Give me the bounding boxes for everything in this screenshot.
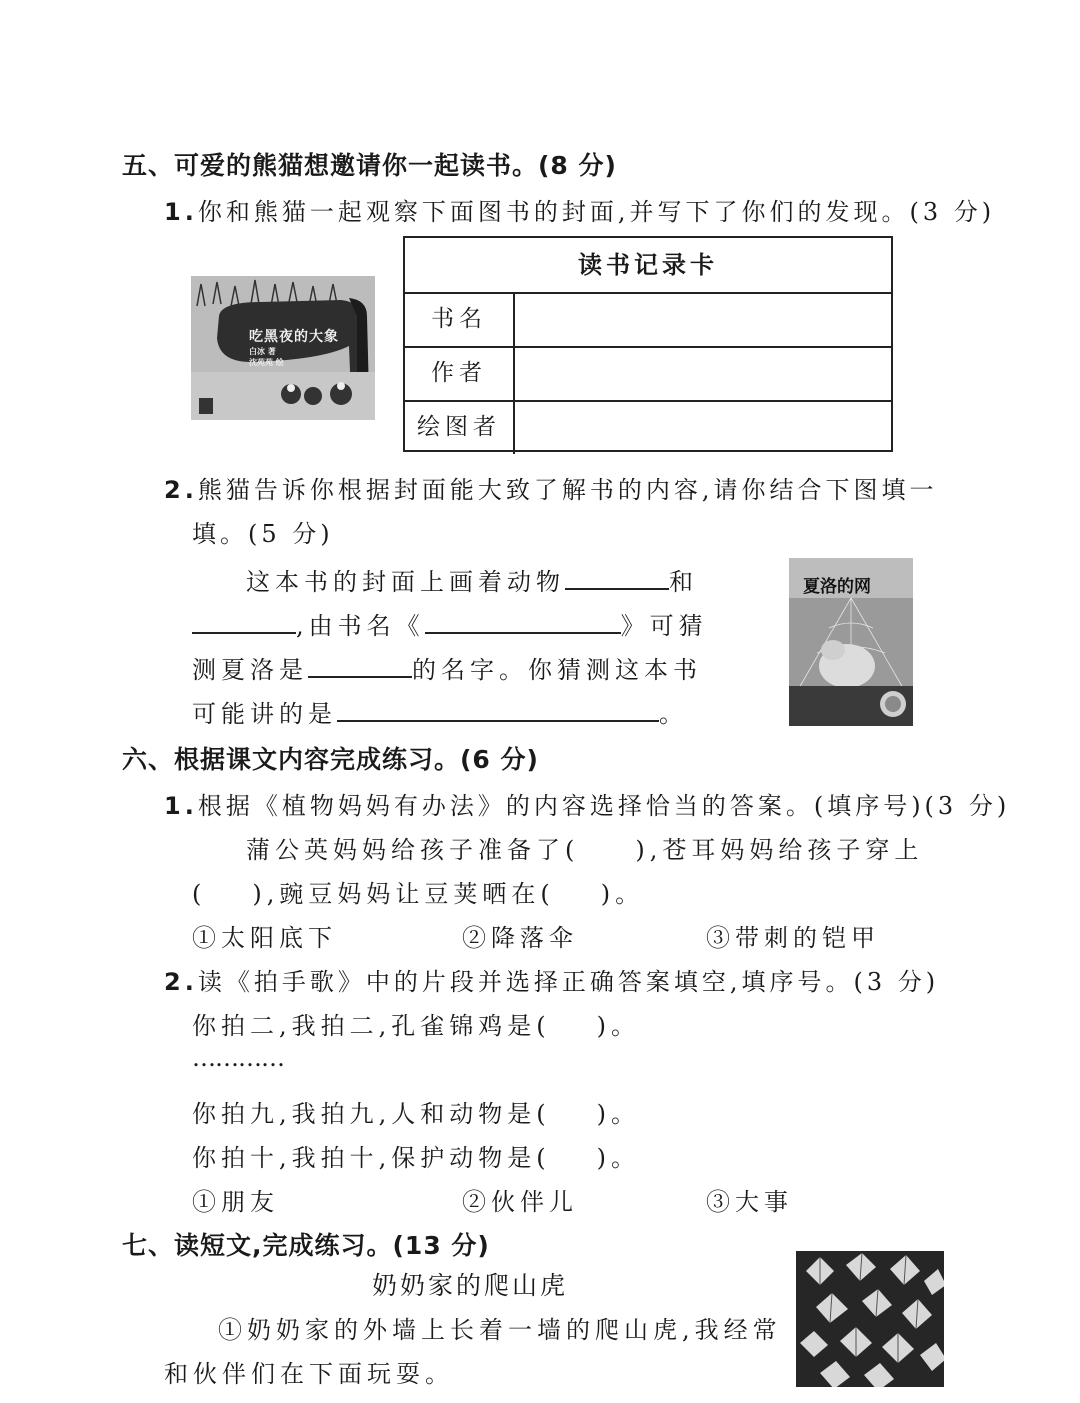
book-cover-charlottes-web-image xyxy=(789,558,913,726)
question-text: 熊猫告诉你根据封面能大致了解书的内容,请你结合下图填一 xyxy=(197,476,938,504)
q6-2-line-2 xyxy=(192,1094,640,1129)
q-text: )。 xyxy=(596,1144,640,1172)
section-5-heading: 五、可爱的熊猫想邀请你一起读书。(8 分) xyxy=(122,151,617,180)
section-7-heading: 七、读短文,完成练习。(13 分) xyxy=(122,1231,490,1260)
card-title: 读书记录卡 xyxy=(405,238,891,294)
q-text: 你拍二,我拍二,孔雀锦鸡是( xyxy=(192,1012,551,1040)
q6-1-option-1: ①太阳底下 xyxy=(192,924,337,952)
q-text: 你拍十,我拍十,保护动物是( xyxy=(192,1144,551,1172)
q-text: )。 xyxy=(596,1012,640,1040)
ivy-leaves-art xyxy=(796,1251,944,1387)
book-cover-elephant-image xyxy=(191,276,375,420)
card-row-book-name xyxy=(405,292,891,348)
blank-charlotte[interactable] xyxy=(308,650,412,678)
q6-2-option-3: ③大事 xyxy=(706,1188,793,1216)
q6-2-option-1: ①朋友 xyxy=(192,1188,279,1216)
fill-line-3 xyxy=(192,650,702,685)
question-number: 1. xyxy=(164,792,198,820)
question-text: 读《拍手歌》中的片段并选择正确答案填空,填序号。(3 分) xyxy=(197,968,940,996)
blank-story-guess[interactable] xyxy=(337,694,659,722)
q-text: ( xyxy=(192,880,207,908)
book-name-field[interactable] xyxy=(515,292,891,346)
q6-1-option-3: ③带刺的铠甲 xyxy=(706,924,880,952)
fill-text: ,由书名《 xyxy=(296,612,425,640)
cover1-title: 吃黑夜的大象 xyxy=(249,329,339,345)
blank-animal-2[interactable] xyxy=(192,606,296,634)
question-6-1 xyxy=(164,786,1010,821)
fill-text: 。 xyxy=(659,700,688,728)
ellipsis: ………… xyxy=(192,1044,284,1072)
section-6-heading: 六、根据课文内容完成练习。(6 分) xyxy=(122,745,539,774)
question-5-1 xyxy=(164,192,995,227)
cover1-author: 白冰 著 xyxy=(249,346,276,356)
q6-1-line-1 xyxy=(246,830,923,865)
card-label: 绘图者 xyxy=(405,400,515,454)
q6-2-line-3 xyxy=(192,1138,640,1173)
q-text: 蒲公英妈妈给孩子准备了( xyxy=(246,836,580,864)
passage-title: 奶奶家的爬山虎 xyxy=(372,1271,569,1300)
fill-text: 》可猜 xyxy=(620,612,708,640)
q-text: ),豌豆妈妈让豆荚晒在( xyxy=(252,880,555,908)
question-6-2 xyxy=(164,962,939,997)
q6-2-line-1 xyxy=(192,1006,640,1041)
cover1-illustrator: 沈苑苑 绘 xyxy=(249,357,284,367)
author-field[interactable] xyxy=(515,346,891,400)
q-text: 你拍九,我拍九,人和动物是( xyxy=(192,1100,551,1128)
fill-line-4 xyxy=(192,694,688,729)
question-text: 你和熊猫一起观察下面图书的封面,并写下了你们的发现。(3 分) xyxy=(197,198,996,226)
card-row-author xyxy=(405,346,891,402)
question-text: 根据《植物妈妈有办法》的内容选择恰当的答案。(填序号)(3 分) xyxy=(197,792,1011,820)
question-number: 2. xyxy=(164,476,198,504)
question-5-2 xyxy=(164,470,937,505)
fill-text: 和 xyxy=(669,568,698,596)
passage-paragraph-1-cont: 和伙伴们在下面玩耍。 xyxy=(164,1360,454,1388)
fill-line-2 xyxy=(192,606,708,641)
card-label: 书名 xyxy=(405,292,515,346)
fill-text: 的名字。你猜测这本书 xyxy=(412,656,702,684)
q-text: )。 xyxy=(600,880,645,908)
q-text: ),苍耳妈妈给孩子穿上 xyxy=(635,836,924,864)
passage-paragraph-1: ①奶奶家的外墙上长着一墙的爬山虎,我经常 xyxy=(218,1316,782,1344)
elephant-cover-art xyxy=(191,276,375,420)
q6-2-option-2: ②伙伴儿 xyxy=(462,1188,578,1216)
q6-1-line-2 xyxy=(192,874,644,909)
fill-text: 测夏洛是 xyxy=(192,656,308,684)
fill-text: 这本书的封面上画着动物 xyxy=(246,568,565,596)
illustrator-field[interactable] xyxy=(515,400,891,454)
fill-line-1 xyxy=(246,562,698,597)
question-number: 1. xyxy=(164,198,198,226)
q6-1-option-2: ②降落伞 xyxy=(462,924,578,952)
card-label: 作者 xyxy=(405,346,515,400)
question-5-2-cont: 填。(5 分) xyxy=(192,520,334,548)
reading-record-card xyxy=(403,236,893,452)
blank-book-title[interactable] xyxy=(425,606,621,634)
ivy-wall-photo xyxy=(796,1251,944,1387)
card-row-illustrator xyxy=(405,400,891,454)
blank-animal-1[interactable] xyxy=(565,562,669,590)
cover2-title: 夏洛的网 xyxy=(803,577,871,597)
q-text: )。 xyxy=(596,1100,640,1128)
fill-text: 可能讲的是 xyxy=(192,700,337,728)
question-number: 2. xyxy=(164,968,198,996)
